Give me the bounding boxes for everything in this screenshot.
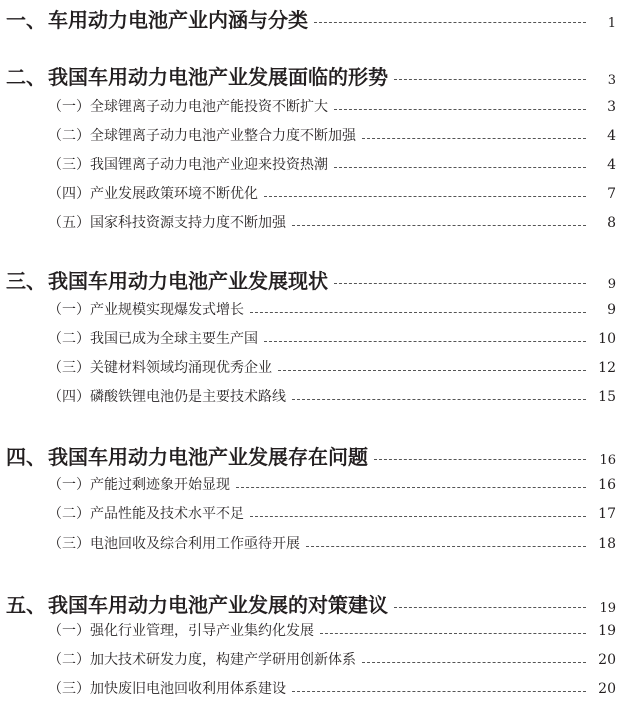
section-number: （一） — [48, 477, 90, 493]
dot-leader — [334, 167, 586, 168]
chapter-title: 我国车用动力电池产业发展面临的形势 — [48, 65, 388, 89]
page-number: 9 — [607, 302, 616, 318]
section-number: （一） — [48, 99, 90, 115]
toc-section-5-1[interactable] — [0, 620, 630, 642]
page-number: 19 — [598, 623, 616, 639]
section-title: 我国锂离子动力电池产业迎来投资热潮 — [90, 157, 328, 173]
dot-leader — [292, 225, 586, 226]
toc-section-3-4[interactable] — [0, 386, 630, 408]
page-number: 4 — [607, 157, 616, 173]
page-number: 17 — [598, 506, 616, 522]
page-number: 10 — [598, 331, 616, 347]
dot-leader — [374, 459, 586, 460]
toc-chapter-4[interactable] — [0, 441, 630, 471]
section-title: 加大技术研发力度，构建产学研用创新体系 — [90, 652, 356, 668]
dot-leader — [314, 22, 586, 23]
page-number: 16 — [599, 453, 616, 468]
section-title: 全球锂离子动力电池产能投资不断扩大 — [90, 99, 328, 115]
toc-chapter-5[interactable] — [0, 589, 630, 619]
chapter-number: 四、 — [6, 445, 46, 469]
toc-section-5-2[interactable] — [0, 649, 630, 671]
toc-section-2-4[interactable] — [0, 183, 630, 205]
section-title: 产业发展政策环境不断优化 — [90, 186, 258, 202]
dot-leader — [334, 109, 586, 110]
section-title: 关键材料领域均涌现优秀企业 — [90, 360, 272, 376]
dot-leader — [394, 607, 586, 608]
section-title: 加快废旧电池回收利用体系建设 — [90, 681, 286, 697]
section-number: （三） — [48, 360, 90, 376]
page-number: 20 — [598, 652, 616, 668]
chapter-number: 二、 — [6, 65, 46, 89]
toc-section-4-2[interactable] — [0, 503, 630, 525]
dot-leader — [250, 516, 586, 517]
chapter-title: 车用动力电池产业内涵与分类 — [48, 8, 308, 32]
section-title: 我国已成为全球主要生产国 — [90, 331, 258, 347]
section-number: （三） — [48, 681, 90, 697]
section-number: （四） — [48, 389, 90, 405]
toc-section-2-1[interactable] — [0, 96, 630, 118]
page-number: 12 — [598, 360, 616, 376]
section-number: （二） — [48, 331, 90, 347]
section-title: 产能过剩迹象开始显现 — [90, 477, 230, 493]
section-number: （二） — [48, 506, 90, 522]
dot-leader — [264, 196, 586, 197]
toc-chapter-1[interactable] — [0, 4, 630, 34]
section-number: （一） — [48, 623, 90, 639]
section-number: （五） — [48, 215, 90, 231]
page-number: 4 — [607, 128, 616, 144]
chapter-number: 一、 — [6, 8, 46, 32]
toc-section-4-1[interactable] — [0, 474, 630, 496]
section-title: 强化行业管理，引导产业集约化发展 — [90, 623, 314, 639]
dot-leader — [278, 370, 586, 371]
dot-leader — [264, 341, 586, 342]
dot-leader — [394, 79, 586, 80]
chapter-number: 五、 — [6, 593, 46, 617]
page-number: 9 — [607, 277, 616, 292]
toc-chapter-2[interactable] — [0, 61, 630, 91]
toc-section-2-2[interactable] — [0, 125, 630, 147]
chapter-title: 我国车用动力电池产业发展现状 — [48, 269, 328, 293]
toc-section-3-3[interactable] — [0, 357, 630, 379]
dot-leader — [236, 487, 586, 488]
section-number: （一） — [48, 302, 90, 318]
chapter-title: 我国车用动力电池产业发展存在问题 — [48, 445, 368, 469]
page-number: 3 — [607, 73, 616, 88]
page-number: 20 — [598, 681, 616, 697]
section-title: 国家科技资源支持力度不断加强 — [90, 215, 286, 231]
toc-section-3-1[interactable] — [0, 299, 630, 321]
section-number: （三） — [48, 157, 90, 173]
page-number: 1 — [607, 16, 616, 31]
dot-leader — [320, 633, 586, 634]
toc-section-2-3[interactable] — [0, 154, 630, 176]
dot-leader — [250, 312, 586, 313]
toc-section-2-5[interactable] — [0, 212, 630, 234]
chapter-title: 我国车用动力电池产业发展的对策建议 — [48, 593, 388, 617]
page-number: 8 — [607, 215, 616, 231]
toc-section-5-3[interactable] — [0, 678, 630, 700]
section-number: （二） — [48, 652, 90, 668]
dot-leader — [292, 399, 586, 400]
page-number: 15 — [598, 389, 616, 405]
section-title: 磷酸铁锂电池仍是主要技术路线 — [90, 389, 286, 405]
dot-leader — [362, 662, 586, 663]
dot-leader — [334, 283, 586, 284]
dot-leader — [362, 138, 586, 139]
toc-section-4-3[interactable] — [0, 533, 630, 555]
section-title: 电池回收及综合利用工作亟待开展 — [90, 536, 300, 552]
section-title: 全球锂离子动力电池产业整合力度不断加强 — [90, 128, 356, 144]
page-number: 18 — [598, 536, 616, 552]
section-number: （二） — [48, 128, 90, 144]
page-number: 16 — [598, 477, 616, 493]
section-number: （四） — [48, 186, 90, 202]
section-title: 产品性能及技术水平不足 — [90, 506, 244, 522]
section-title: 产业规模实现爆发式增长 — [90, 302, 244, 318]
dot-leader — [306, 546, 586, 547]
dot-leader — [292, 691, 586, 692]
page-number: 7 — [607, 186, 616, 202]
page-number: 19 — [599, 601, 616, 616]
section-number: （三） — [48, 536, 90, 552]
toc-section-3-2[interactable] — [0, 328, 630, 350]
chapter-number: 三、 — [6, 269, 46, 293]
page-number: 3 — [607, 99, 616, 115]
toc-chapter-3[interactable] — [0, 265, 630, 295]
